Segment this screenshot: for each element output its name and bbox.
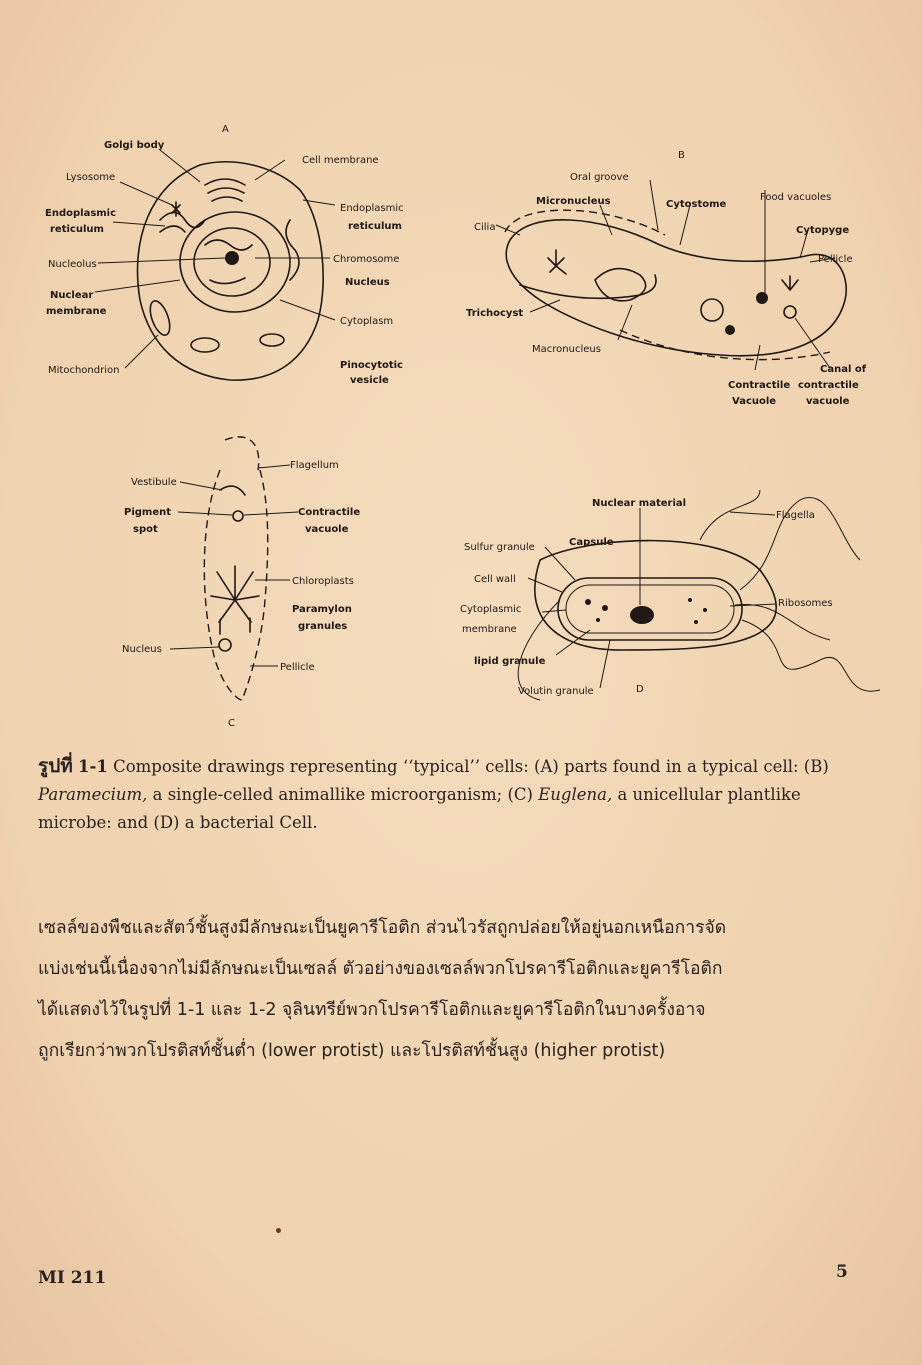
- label-food-vacuoles: Food vacuoles: [760, 192, 832, 203]
- body-line-3: ได้แสดงไว้ในรูปที่ 1-1 และ 1-2 จุลินทรีย์พวกโปรคารีโอติกและยูคารีโอติกในบางครั้งอาจ: [38, 1000, 706, 1020]
- label-nucleus-c: Nucleus: [122, 644, 162, 655]
- panel-d-bacterium: [460, 490, 880, 700]
- panel-a-cell: [45, 124, 404, 386]
- nucleus-c: [219, 639, 231, 651]
- macronucleus-shape: [595, 269, 646, 301]
- label-macronucleus: Macronucleus: [532, 344, 601, 355]
- caption-italic-paramecium: Paramecium,: [38, 785, 148, 804]
- label-er-left-1: Endoplasmic: [45, 208, 117, 219]
- flagellum-shape: [225, 437, 259, 470]
- caption-figure-number: 1-1: [78, 757, 108, 776]
- label-oral-groove: Oral groove: [570, 172, 629, 183]
- label-sulfur-granule: Sulfur granule: [464, 542, 535, 553]
- granule-3: [596, 618, 600, 622]
- flagella-shape: [518, 490, 880, 700]
- label-flagella: Flagella: [776, 510, 815, 521]
- label-pinocytotic-1: Pinocytotic: [340, 360, 403, 371]
- paramecium-body: [506, 220, 846, 356]
- label-pellicle-c: Pellicle: [280, 662, 315, 673]
- panel-d-leaders: [528, 508, 776, 688]
- label-vestibule: Vestibule: [131, 477, 177, 488]
- label-lysosome: Lysosome: [66, 172, 116, 183]
- label-nuclear-2: membrane: [46, 306, 107, 317]
- page-number: 5: [836, 1262, 848, 1282]
- cell-membrane-outline: [138, 162, 324, 380]
- label-paramylon-1: Paramylon: [292, 604, 352, 615]
- food-vacuole-1: [701, 299, 723, 321]
- label-canal-3: vacuole: [806, 396, 850, 407]
- label-er-right-2: reticulum: [348, 221, 402, 232]
- mitochondrion-shape: [146, 298, 173, 337]
- label-cytoplasmic-1: Cytoplasmic: [460, 604, 522, 615]
- label-pellicle: Pellicle: [818, 254, 853, 265]
- label-flagellum: Flagellum: [290, 460, 339, 471]
- ink-speck: [276, 1228, 281, 1233]
- ribosome-3: [694, 620, 698, 624]
- body-line-1: เซลล์ของพืชและสัตว์ชั้นสูงมีลักษณะเป็นยูคารีโอติก ส่วนไวรัสถูกปล่อยให้อยู่นอกเหนือการจัด: [38, 918, 727, 938]
- granule-1: [585, 599, 591, 605]
- label-canal-1: Canal of: [820, 364, 867, 375]
- label-golgi-body: Golgi body: [104, 140, 165, 151]
- label-contractile-1: Contractile: [728, 380, 791, 391]
- label-ribosomes: Ribosomes: [778, 598, 833, 609]
- label-chloroplasts: Chloroplasts: [292, 576, 354, 587]
- body-paragraph: [38, 908, 868, 1072]
- nucleolus-shape: [225, 251, 239, 265]
- label-er-left-2: reticulum: [50, 224, 104, 235]
- ribosome-2: [703, 608, 707, 612]
- label-pigment-1: Pigment: [124, 507, 172, 518]
- label-nuclear-material: Nuclear material: [592, 498, 687, 509]
- chloroplasts-shape: [211, 566, 259, 622]
- canal-shape: [782, 276, 798, 290]
- label-contractile-c-2: vacuole: [305, 524, 349, 535]
- label-canal-2: contractile: [798, 380, 859, 391]
- granule-2: [602, 605, 608, 611]
- panel-c-leaders: [170, 465, 298, 666]
- caption-text-1: Composite drawings representing ‘‘typical’’ cells: (A) parts found in a typical cell: (B): [107, 757, 829, 776]
- label-cilia: Cilia: [474, 222, 496, 233]
- cilia-top: [505, 210, 665, 235]
- caption-italic-euglena: Euglena,: [538, 785, 613, 804]
- panel-a-letter: A: [222, 124, 229, 135]
- trichocyst-band: [520, 275, 656, 298]
- label-cell-wall: Cell wall: [474, 574, 516, 585]
- label-nuclear-1: Nuclear: [50, 290, 94, 301]
- label-pinocytotic-2: vesicle: [350, 375, 389, 386]
- food-vacuole-2: [725, 325, 735, 335]
- golgi-stack: [205, 179, 245, 201]
- caption-thai-label: รูปที่: [38, 755, 73, 777]
- panel-c-euglena: [122, 437, 360, 729]
- label-trichocyst: Trichocyst: [466, 308, 524, 319]
- label-paramylon-2: granules: [298, 621, 348, 632]
- panel-d-letter: D: [636, 684, 644, 695]
- label-nucleus: Nucleus: [345, 277, 390, 288]
- panel-c-letter: C: [228, 718, 235, 729]
- micronucleus-shape: [548, 250, 566, 274]
- panel-b-paramecium: [466, 150, 867, 407]
- label-lipid-granule: lipid granule: [474, 656, 546, 667]
- label-cytopyge: Cytopyge: [796, 225, 850, 236]
- label-er-right-1: Endoplasmic: [340, 203, 404, 214]
- contractile-vacuole-shape: [784, 306, 796, 318]
- paramylon-granules: [220, 618, 250, 634]
- label-capsule: Capsule: [569, 537, 614, 548]
- label-volutin-granule: Volutin granule: [518, 686, 594, 697]
- body-line-2: แบ่งเช่นนี้เนื่องจากไม่มีลักษณะเป็นเซลล์ ตัวอย่างของเซลล์พวกโปรคารีโอติกและยูคารีโอติก: [38, 959, 723, 979]
- ribosome-1: [688, 598, 692, 602]
- panel-b-letter: B: [678, 150, 685, 161]
- label-cytostome: Cytostome: [666, 199, 727, 210]
- label-cell-membrane: Cell membrane: [302, 155, 379, 166]
- label-mitochondrion: Mitochondrion: [48, 365, 120, 376]
- label-pigment-2: spot: [133, 524, 158, 535]
- vestibule-shape: [220, 486, 245, 495]
- label-cytoplasm: Cytoplasm: [340, 316, 394, 327]
- label-chromosome: Chromosome: [333, 254, 400, 265]
- label-contractile-2: Vacuole: [732, 396, 777, 407]
- course-code: MI 211: [38, 1268, 107, 1288]
- contractile-vacuole-c: [233, 511, 243, 521]
- caption-text-3: a unicellular plantlike microbe: and (D) a bacterial Cell.: [38, 785, 801, 832]
- nuclear-material-shape: [630, 606, 654, 624]
- mitochondrion-3: [260, 334, 284, 346]
- body-line-4: ถูกเรียกว่าพวกโปรติสท์ชั้นต่ำ (lower protist) และโปรติสท์ชั้นสูง (higher protist): [38, 1041, 666, 1061]
- caption-text-2: a single-celled animallike microorganism; (C): [147, 785, 539, 804]
- label-nucleolus: Nucleolus: [48, 259, 97, 270]
- mitochondrion-2: [191, 338, 219, 352]
- er-folds: [160, 213, 205, 233]
- food-vacuole-3: [756, 292, 768, 304]
- label-micronucleus: Micronucleus: [536, 196, 611, 207]
- figure-caption: [38, 752, 868, 837]
- label-cytoplasmic-2: membrane: [462, 624, 517, 635]
- label-contractile-c-1: Contractile: [298, 507, 361, 518]
